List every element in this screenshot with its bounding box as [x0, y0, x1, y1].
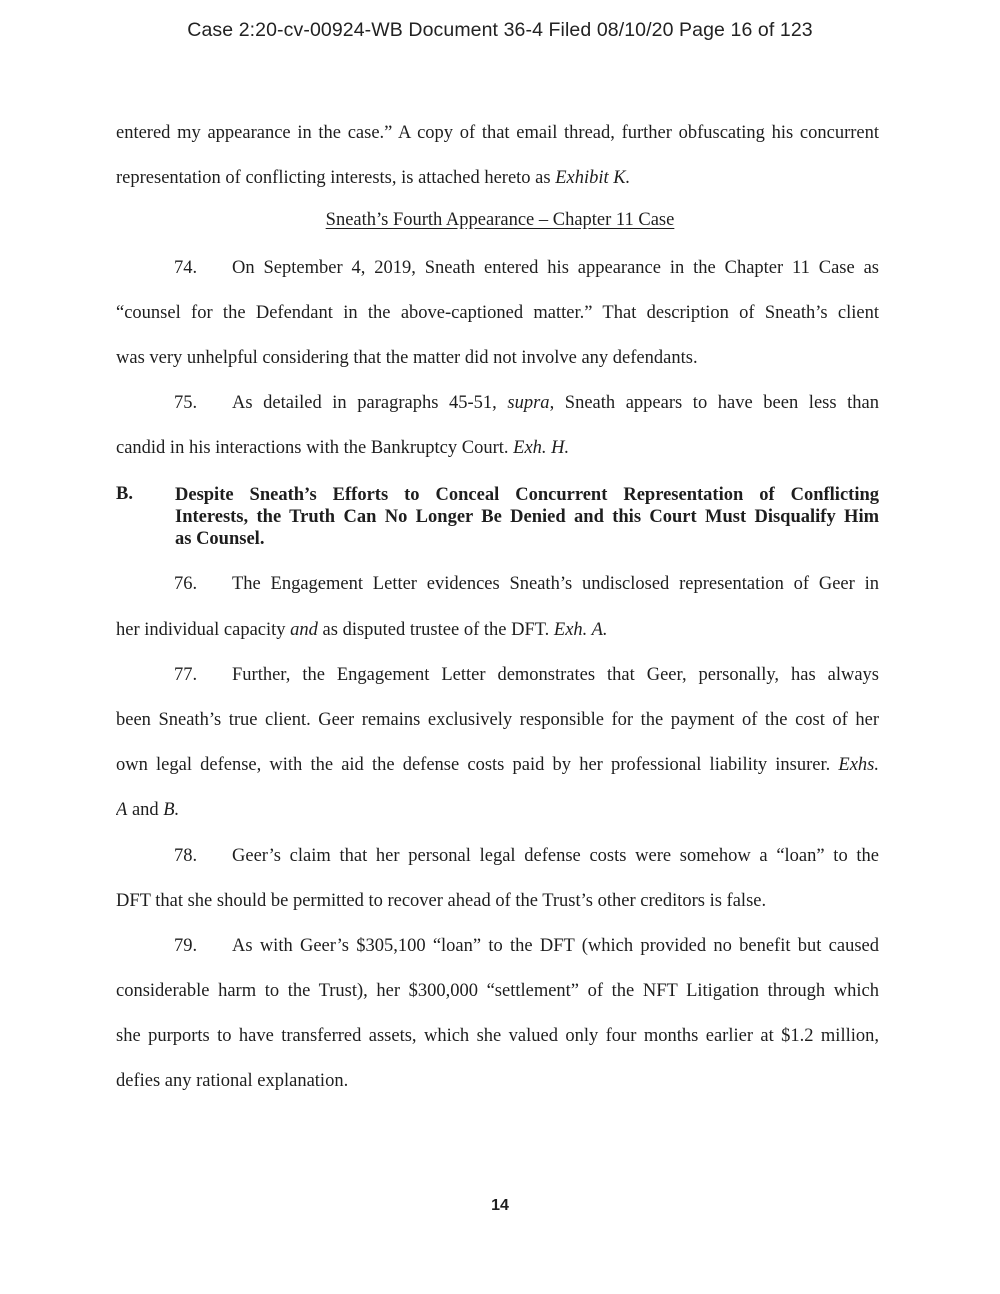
paragraph-77-line-3: own legal defense, with the aid the defense costs paid by her professional liability insurer. Exhs.: [116, 755, 879, 775]
paragraph-75-line-2: candid in his interactions with the Bankruptcy Court. Exh. H.: [116, 438, 570, 458]
section-title-line-2: Interests, the Truth Can No Longer Be Denied and this Court Must Disqualify Him: [175, 507, 879, 527]
section-title: [175, 484, 879, 550]
section-subheading: Sneath’s Fourth Appearance – Chapter 11 Case: [325, 210, 675, 230]
paragraph-78-line-2: DFT that she should be permitted to recover ahead of the Trust’s other creditors is false.: [116, 891, 767, 911]
paragraph-number-78: 78.: [174, 846, 198, 866]
section-label: B.: [116, 484, 133, 504]
paragraph-number-76: 76.: [174, 574, 198, 594]
paragraph-79-line-1: As with Geer’s $305,100 “loan” to the DFT (which provided no benefit but caused: [232, 936, 879, 956]
section-title-line-3: as Counsel.: [175, 529, 265, 549]
paragraph-number-79: 79.: [174, 936, 198, 956]
paragraph-79-line-4: defies any rational explanation.: [116, 1071, 349, 1091]
paragraph-75-line-1: As detailed in paragraphs 45-51, supra, Sneath appears to have been less than: [232, 393, 879, 413]
paragraph-79-line-3: she purports to have transferred assets, which she valued only four months earlier at $1.2 million,: [116, 1026, 879, 1046]
intro-line-1: entered my appearance in the case.” A copy of that email thread, further obfuscating his concurrent: [116, 123, 879, 143]
case-header: Case 2:20-cv-00924-WB Document 36-4 Filed 08/10/20 Page 16 of 123: [187, 19, 813, 41]
paragraph-number-75: 75.: [174, 393, 198, 413]
paragraph-79-line-2: considerable harm to the Trust), her $300,000 “settlement” of the NFT Litigation through which: [116, 981, 879, 1001]
exhibit-h-ref: Exh. H.: [513, 438, 570, 458]
paragraph-77-line-4: A and B.: [116, 800, 180, 820]
paragraph-number-77: 77.: [174, 665, 198, 685]
paragraph-76-line-1: The Engagement Letter evidences Sneath’s undisclosed representation of Geer in: [232, 574, 879, 594]
paragraph-77-line-2: been Sneath’s true client. Geer remains exclusively responsible for the payment of the cost of her: [116, 710, 879, 730]
paragraph-74-line-1: On September 4, 2019, Sneath entered his appearance in the Chapter 11 Case as: [232, 258, 879, 278]
paragraph-76-line-2: her individual capacity and as disputed trustee of the DFT. Exh. A.: [116, 620, 608, 640]
paragraph-77-line-1: Further, the Engagement Letter demonstrates that Geer, personally, has always: [232, 665, 879, 685]
section-title-line-1: Despite Sneath’s Efforts to Conceal Concurrent Representation of Conflicting: [175, 485, 879, 505]
paragraph-74-line-3: was very unhelpful considering that the matter did not involve any defendants.: [116, 348, 698, 368]
paragraph-74-line-2: “counsel for the Defendant in the above-captioned matter.” That description of Sneath’s client: [116, 303, 879, 323]
intro-line-2: representation of conflicting interests, is attached hereto as Exhibit K.: [116, 168, 631, 188]
page-number: 14: [491, 1197, 509, 1214]
exhibit-a-ref: Exh. A.: [553, 620, 608, 640]
paragraph-number-74: 74.: [174, 258, 198, 278]
paragraph-78-line-1: Geer’s claim that her personal legal defense costs were somehow a “loan” to the: [232, 846, 879, 866]
exhibit-k-ref: Exhibit K.: [555, 168, 631, 188]
